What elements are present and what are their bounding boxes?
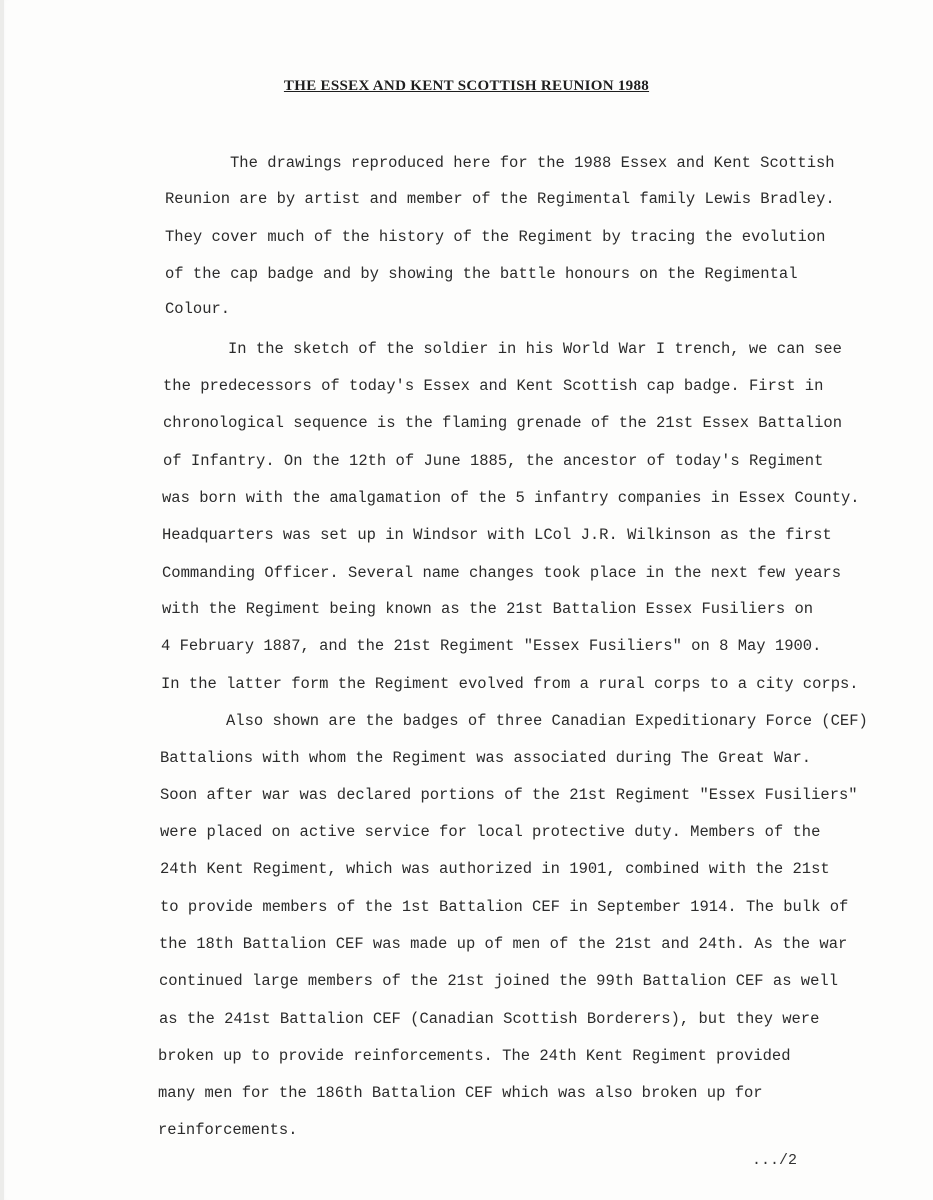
page-title: THE ESSEX AND KENT SCOTTISH REUNION 1988: [283, 78, 650, 94]
paragraph-line: the predecessors of today's Essex and Kent Scottish cap badge. First in: [163, 377, 824, 395]
paragraph-line: Soon after war was declared portions of the 21st Regiment "Essex Fusiliers": [160, 786, 858, 804]
paragraph-line: of Infantry. On the 12th of June 1885, the ancestor of today's Regiment: [163, 452, 824, 470]
paragraph-line: was born with the amalgamation of the 5 infantry companies in Essex County.: [162, 489, 860, 507]
paragraph-line: Headquarters was set up in Windsor with LCol J.R. Wilkinson as the first: [162, 526, 832, 544]
paragraph-line: reinforcements.: [158, 1121, 298, 1139]
paragraph-line: many men for the 186th Battalion CEF which was also broken up for: [158, 1084, 763, 1102]
paragraph-line: broken up to provide reinforcements. The 24th Kent Regiment provided: [158, 1047, 791, 1065]
paragraph-line: continued large members of the 21st joined the 99th Battalion CEF as well: [159, 972, 839, 990]
paragraph-line: In the latter form the Regiment evolved from a rural corps to a city corps.: [161, 675, 859, 693]
paragraph-line: They cover much of the history of the Regiment by tracing the evolution: [165, 228, 826, 246]
paragraph-line: to provide members of the 1st Battalion CEF in September 1914. The bulk of: [160, 898, 849, 916]
paragraph-line: 24th Kent Regiment, which was authorized in 1901, combined with the 21st: [160, 860, 830, 878]
paragraph-line: Also shown are the badges of three Canadian Expeditionary Force (CEF): [226, 712, 868, 730]
paragraph-line: chronological sequence is the flaming grenade of the 21st Essex Battalion: [163, 414, 843, 432]
page-continuation-marker: .../2: [752, 1152, 798, 1169]
paragraph-line: Reunion are by artist and member of the Regimental family Lewis Bradley.: [165, 190, 835, 208]
paragraph-line: The drawings reproduced here for the 1988 Essex and Kent Scottish: [230, 154, 835, 172]
paragraph-line: Commanding Officer. Several name changes took place in the next few years: [162, 564, 842, 582]
page-edge: [0, 0, 4, 1200]
paragraph-line: In the sketch of the soldier in his World War I trench, we can see: [228, 340, 842, 358]
paragraph-line: as the 241st Battalion CEF (Canadian Scottish Borderers), but they were: [159, 1010, 820, 1028]
paragraph-line: were placed on active service for local protective duty. Members of the: [160, 823, 821, 841]
paragraph-line: with the Regiment being known as the 21st Battalion Essex Fusiliers on: [162, 600, 814, 618]
paragraph-line: Battalions with whom the Regiment was associated during The Great War.: [160, 749, 812, 767]
paragraph-line: the 18th Battalion CEF was made up of men of the 21st and 24th. As the war: [159, 935, 848, 953]
paragraph-line: of the cap badge and by showing the battle honours on the Regimental: [165, 265, 798, 283]
paragraph-line: 4 February 1887, and the 21st Regiment "Essex Fusiliers" on 8 May 1900.: [161, 637, 822, 655]
paragraph-line: Colour.: [165, 300, 231, 318]
